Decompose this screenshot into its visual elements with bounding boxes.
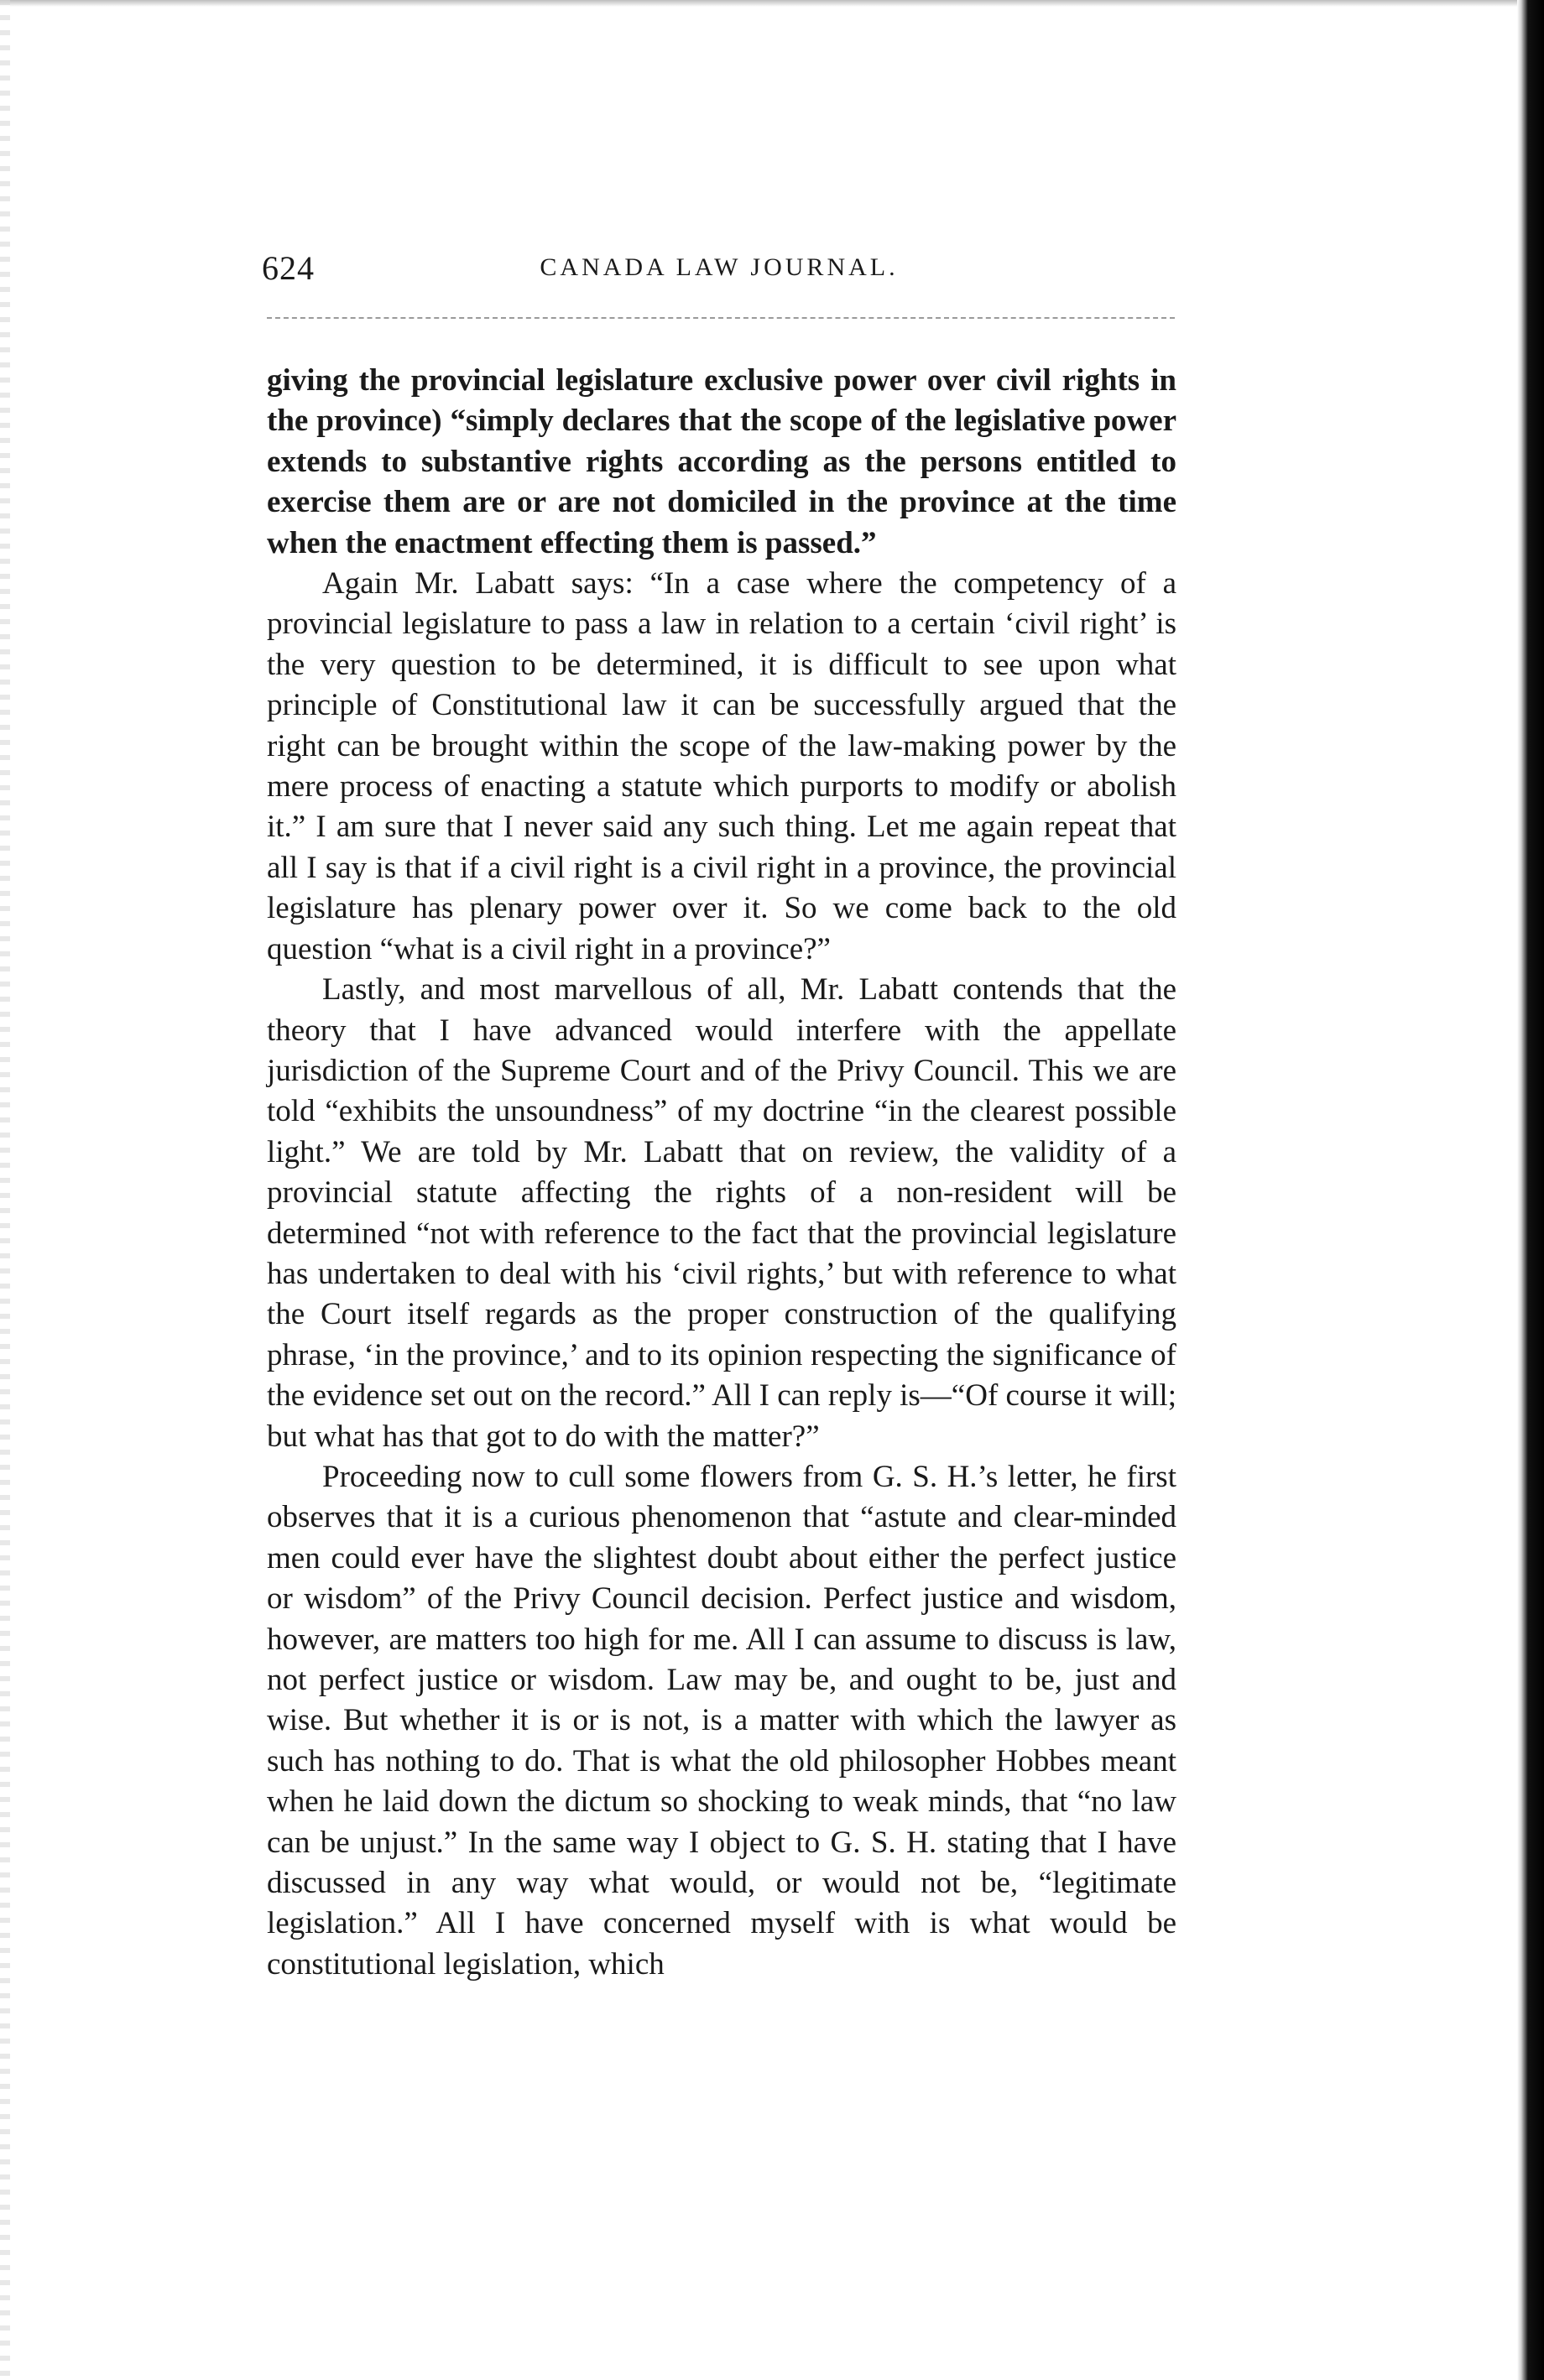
page-number: 624 <box>262 249 315 287</box>
paragraph-2: Again Mr. Labatt says: “In a case where the competency of a provincial legislature to pass a law in relation to a certain ‘civil right’ is the very question to be determined, it is difficult to see upon what principle of Constitutional law it can be successfully argued that the right can be brought within the scope of the law-making power by the mere process of enacting a statute which purports to modify or abolish it.” I am sure that I never said any such thing. Let me again repeat that all I say is that if a civil right is a civil right in a province, the provincial legislature has plenary power over it. So we come back to the old question “what is a civil right in a province?” <box>267 566 1176 966</box>
paragraph-3: Lastly, and most marvellous of all, Mr. Labatt contends that the theory that I have advanced would interfere with the appellate jurisdiction of the Supreme Court and of the Privy Council. This we are told “exhibits the unsoundness” of my doctrine “in the clearest possible light.” We are told by Mr. Labatt that on review, the validity of a provincial statute affecting the rights of a non-resident will be determined “not with reference to the fact that the provincial legislature has undertaken to deal with his ‘civil rights,’ but with reference to what the Court itself regards as the proper construction of the qualifying phrase, ‘in the province,’ and to its opinion respecting the significance of the evidence set out on the record.” All I can reply is—“Of course it will; but what has that got to do with the matter?” <box>267 972 1176 1454</box>
body-text <box>267 361 1176 1985</box>
paragraph-4: Proceeding now to cull some flowers from G. S. H.’s letter, he first observes that it is a curious phenomenon that “astute and clear-minded men could ever have the slightest doubt about either the perfect justice or wisdom” of the Privy Council decision. Perfect justice and wisdom, however, are matters too high for me. All I can assume to discuss is law, not perfect justice or wisdom. Law may be, and ought to be, just and wise. But whether it is or is not, is a matter with which the lawyer as such has nothing to do. That is what the old philosopher Hobbes meant when he laid down the dictum so shocking to weak minds, that “no law can be unjust.” In the same way I object to G. S. H. stating that I have discussed in any way what would, or would not be, “legitimate legislation.” All I have concerned myself with is what would be constitutional legislation, which <box>267 1459 1176 1982</box>
paragraph-1: giving the provincial legislature exclusive power over civil rights in the province) “simply declares that the scope of the legislative power extends to substantive rights according as the persons entitled to exercise them are or are not domiciled in the province at the time when the enactment effecting them is passed.” <box>267 363 1176 560</box>
running-title: CANADA LAW JOURNAL. <box>540 253 899 281</box>
scan-edge-top <box>0 0 1544 7</box>
scan-edge-left <box>0 0 10 2380</box>
scan-edge-right <box>1517 0 1544 2380</box>
header-rule <box>267 317 1175 319</box>
page-header <box>262 248 1176 299</box>
